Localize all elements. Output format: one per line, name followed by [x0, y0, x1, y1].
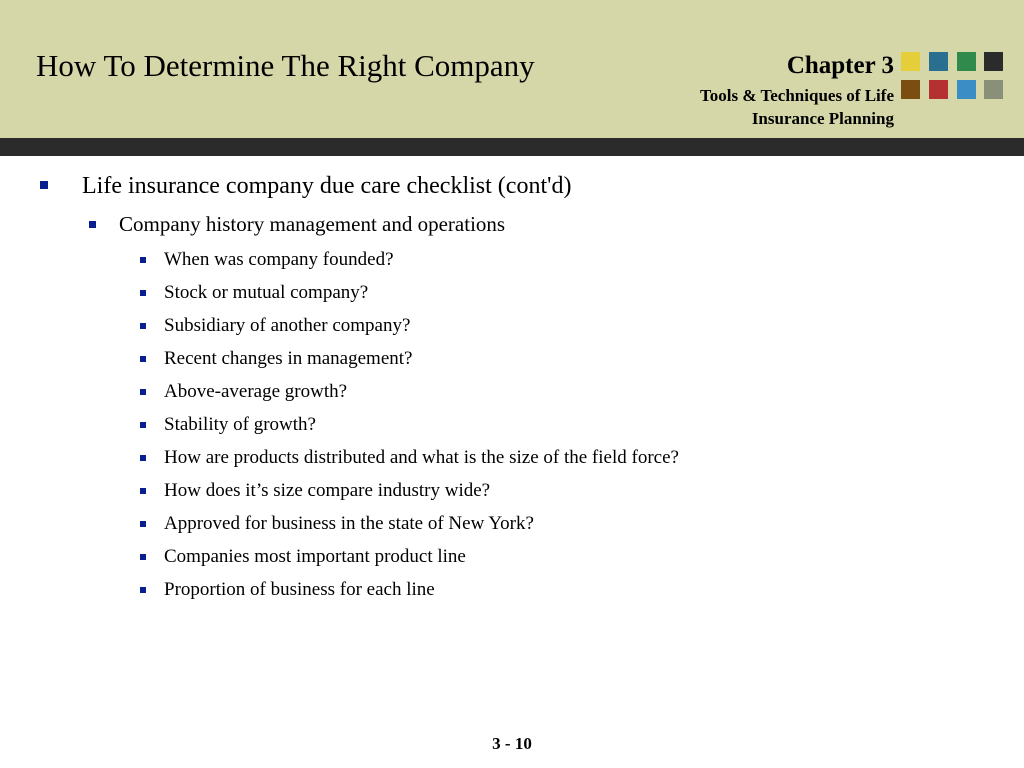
- checklist-item: How does it’s size compare industry wide?: [164, 480, 491, 501]
- chapter-subtitle-line1: Tools & Techniques of Life: [700, 86, 894, 105]
- checklist-item: When was company founded?: [164, 249, 394, 270]
- bullet-square-icon: [140, 521, 146, 527]
- checklist-item: Approved for business in the state of New York?: [164, 513, 534, 534]
- bullet-square-icon: [140, 389, 146, 395]
- swatch-row1-1: [901, 52, 920, 71]
- bullet-square-icon: [140, 455, 146, 461]
- title-divider-bar: [0, 138, 1024, 156]
- bullet-square-icon: [140, 257, 146, 263]
- bullet-square-icon: [40, 181, 48, 189]
- bullet-square-icon: [140, 554, 146, 560]
- checklist-item: How are products distributed and what is the size of the field force?: [164, 447, 679, 468]
- slide-title: How To Determine The Right Company: [36, 48, 535, 83]
- bullet-square-icon: [140, 422, 146, 428]
- checklist-item: Proportion of business for each line: [164, 579, 435, 600]
- swatch-row1-4: [984, 52, 1003, 71]
- checklist-item: Above-average growth?: [164, 381, 348, 402]
- bullet-square-icon: [140, 290, 146, 296]
- swatch-row2-2: [929, 80, 948, 99]
- checklist-item: Stability of growth?: [164, 414, 316, 435]
- chapter-label: Chapter 3: [786, 52, 894, 79]
- bullet-square-icon: [89, 221, 96, 228]
- checklist-item: Companies most important product line: [164, 546, 466, 567]
- swatch-row1-2: [929, 52, 948, 71]
- swatch-row2-1: [901, 80, 920, 99]
- color-swatch-grid: [901, 52, 1005, 102]
- bullet-square-icon: [140, 356, 146, 362]
- checklist-item: Stock or mutual company?: [164, 282, 369, 303]
- swatch-row2-3: [957, 80, 976, 99]
- page-number: 3 - 10: [492, 734, 532, 753]
- chapter-subtitle-line2: Insurance Planning: [751, 109, 894, 128]
- chapter-block: [700, 50, 894, 130]
- checklist-item: Recent changes in management?: [164, 348, 413, 369]
- bullet-square-icon: [140, 587, 146, 593]
- swatch-row1-3: [957, 52, 976, 71]
- bullet-square-icon: [140, 488, 146, 494]
- bullet-level2: Company history management and operations: [119, 212, 506, 236]
- checklist-item: Subsidiary of another company?: [164, 315, 411, 336]
- bullet-level1: Life insurance company due care checklist (cont'd): [82, 173, 572, 199]
- bullet-square-icon: [140, 323, 146, 329]
- swatch-row2-4: [984, 80, 1003, 99]
